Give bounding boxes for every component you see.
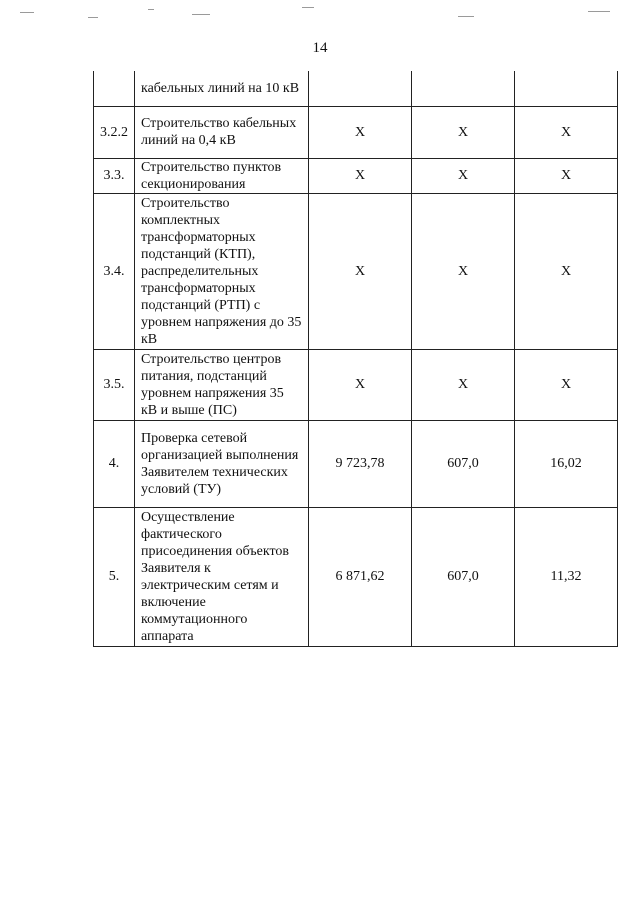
table-row xyxy=(94,193,618,349)
row-value-1: Х xyxy=(309,193,412,349)
row-description: Строительство пунктов секционирования xyxy=(135,158,309,193)
scan-noise xyxy=(0,0,640,30)
table-row xyxy=(94,420,618,507)
table-row xyxy=(94,158,618,193)
row-value-3 xyxy=(515,71,618,106)
table-row xyxy=(94,71,618,106)
row-value-2: Х xyxy=(412,106,515,158)
row-value-3: Х xyxy=(515,349,618,420)
row-value-3: Х xyxy=(515,106,618,158)
row-value-2: 607,0 xyxy=(412,420,515,507)
row-value-3: Х xyxy=(515,193,618,349)
row-value-1: Х xyxy=(309,349,412,420)
row-description: Строительство комплектных трансформаторных подстанций (КТП), распределительных трансформаторных подстанций (РТП) с уровнем напряжения до 35 кВ xyxy=(135,193,309,349)
row-value-1 xyxy=(309,71,412,106)
row-value-1: Х xyxy=(309,106,412,158)
row-value-2: 607,0 xyxy=(412,507,515,646)
table-row xyxy=(94,349,618,420)
table-row xyxy=(94,507,618,646)
tariff-table-wrapper xyxy=(93,71,618,647)
row-value-1: 9 723,78 xyxy=(309,420,412,507)
row-description: Строительство кабельных линий на 0,4 кВ xyxy=(135,106,309,158)
row-description: Осуществление фактического присоединения объектов Заявителя к электрическим сетям и включение коммутационного аппарата xyxy=(135,507,309,646)
row-description: кабельных линий на 10 кВ xyxy=(135,71,309,106)
row-value-2: Х xyxy=(412,193,515,349)
row-number: 3.2.2 xyxy=(94,106,135,158)
row-value-1: 6 871,62 xyxy=(309,507,412,646)
row-number: 4. xyxy=(94,420,135,507)
table-row xyxy=(94,106,618,158)
row-description: Проверка сетевой организацией выполнения Заявителем технических условий (ТУ) xyxy=(135,420,309,507)
row-value-2 xyxy=(412,71,515,106)
row-value-1: Х xyxy=(309,158,412,193)
row-description: Строительство центров питания, подстанций уровнем напряжения 35 кВ и выше (ПС) xyxy=(135,349,309,420)
row-value-3: 16,02 xyxy=(515,420,618,507)
row-number: 3.5. xyxy=(94,349,135,420)
row-number xyxy=(94,71,135,106)
row-value-3: 11,32 xyxy=(515,507,618,646)
row-number: 5. xyxy=(94,507,135,646)
row-number: 3.4. xyxy=(94,193,135,349)
row-value-3: Х xyxy=(515,158,618,193)
row-value-2: Х xyxy=(412,349,515,420)
tariff-table xyxy=(93,71,618,647)
page-number: 14 xyxy=(312,40,328,56)
row-number: 3.3. xyxy=(94,158,135,193)
row-value-2: Х xyxy=(412,158,515,193)
